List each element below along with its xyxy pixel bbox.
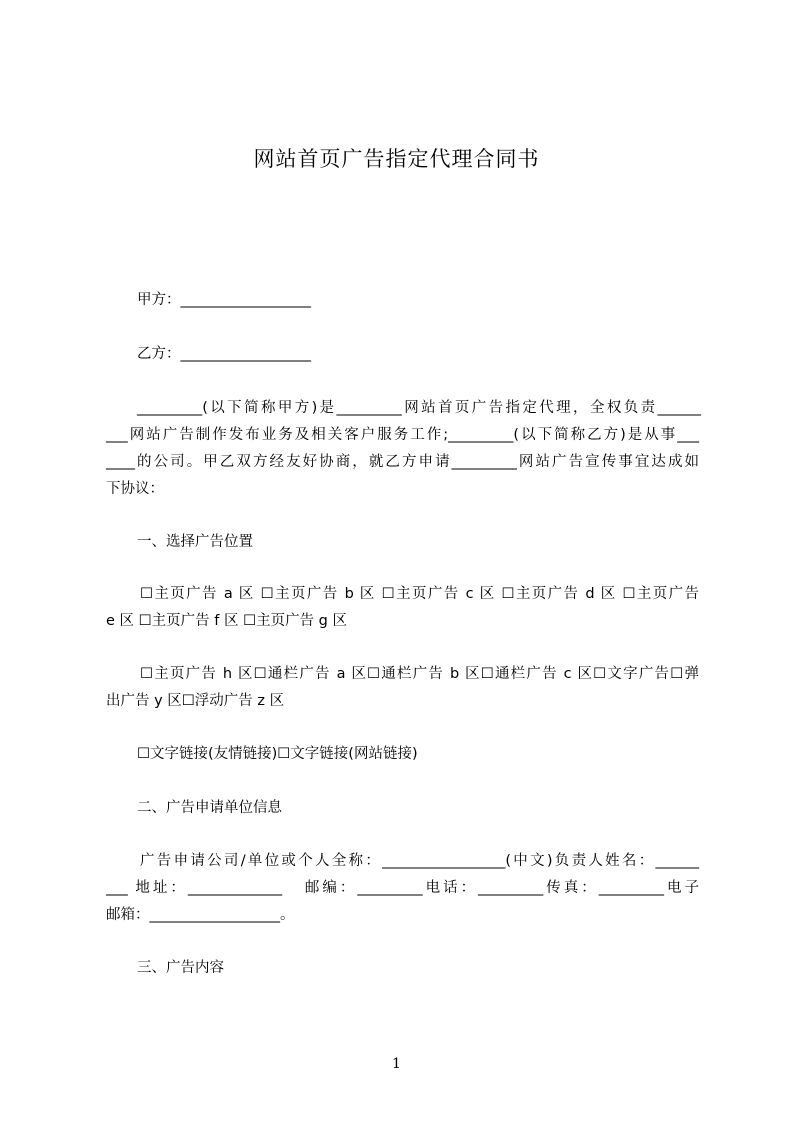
intro-line-1: _________(以下简称甲方)是_________网站首页广告指定代理，全权负责______ xyxy=(137,400,701,416)
section1-heading: 一、选择广告位置 xyxy=(137,534,253,550)
page-number: 1 xyxy=(392,1056,401,1072)
intro-line-3: ____的公司。甲乙双方经友好协商，就乙方申请_________网站广告宣传事宜达成如 xyxy=(106,454,699,470)
ad-position-options-line-4: 出广告 y 区☐浮动广告 z 区 xyxy=(106,693,285,709)
applicant-info-line-1: 广告申请公司/单位或个人全称：_________________(中文)负责人姓名：______ xyxy=(140,853,699,869)
section2-heading: 二、广告申请单位信息 xyxy=(137,800,282,816)
ad-position-options-line-2: e 区 ☐主页广告 f 区 ☐主页广告 g 区 xyxy=(106,613,347,629)
ad-position-options-line-1: ☐主页广告 a 区 ☐主页广告 b 区 ☐主页广告 c 区 ☐主页广告 d 区 ☐主页广告 xyxy=(140,586,699,602)
intro-line-2: ___网站广告制作发布业务及相关客户服务工作;_________(以下简称乙方)是从事___ xyxy=(106,427,699,443)
ad-position-options-line-3: ☐主页广告 h 区☐通栏广告 a 区☐通栏广告 b 区☐通栏广告 c 区☐文字广告☐弹 xyxy=(140,666,699,682)
document-title: 网站首页广告指定代理合同书 xyxy=(253,147,540,171)
applicant-info-line-2: ___ 地址：_____________ 邮编：_________电话：_________传真：_________电子 xyxy=(106,880,699,896)
party-b-line: 乙方：__________________ xyxy=(137,346,311,362)
section3-heading: 三、广告内容 xyxy=(137,960,224,976)
party-a-line: 甲方：__________________ xyxy=(137,292,311,308)
intro-line-4: 下协议： xyxy=(106,481,164,497)
text-link-options: ☐文字链接(友情链接)☐文字链接(网站链接) xyxy=(137,746,418,762)
applicant-info-line-3: 邮箱：__________________。 xyxy=(106,907,295,923)
